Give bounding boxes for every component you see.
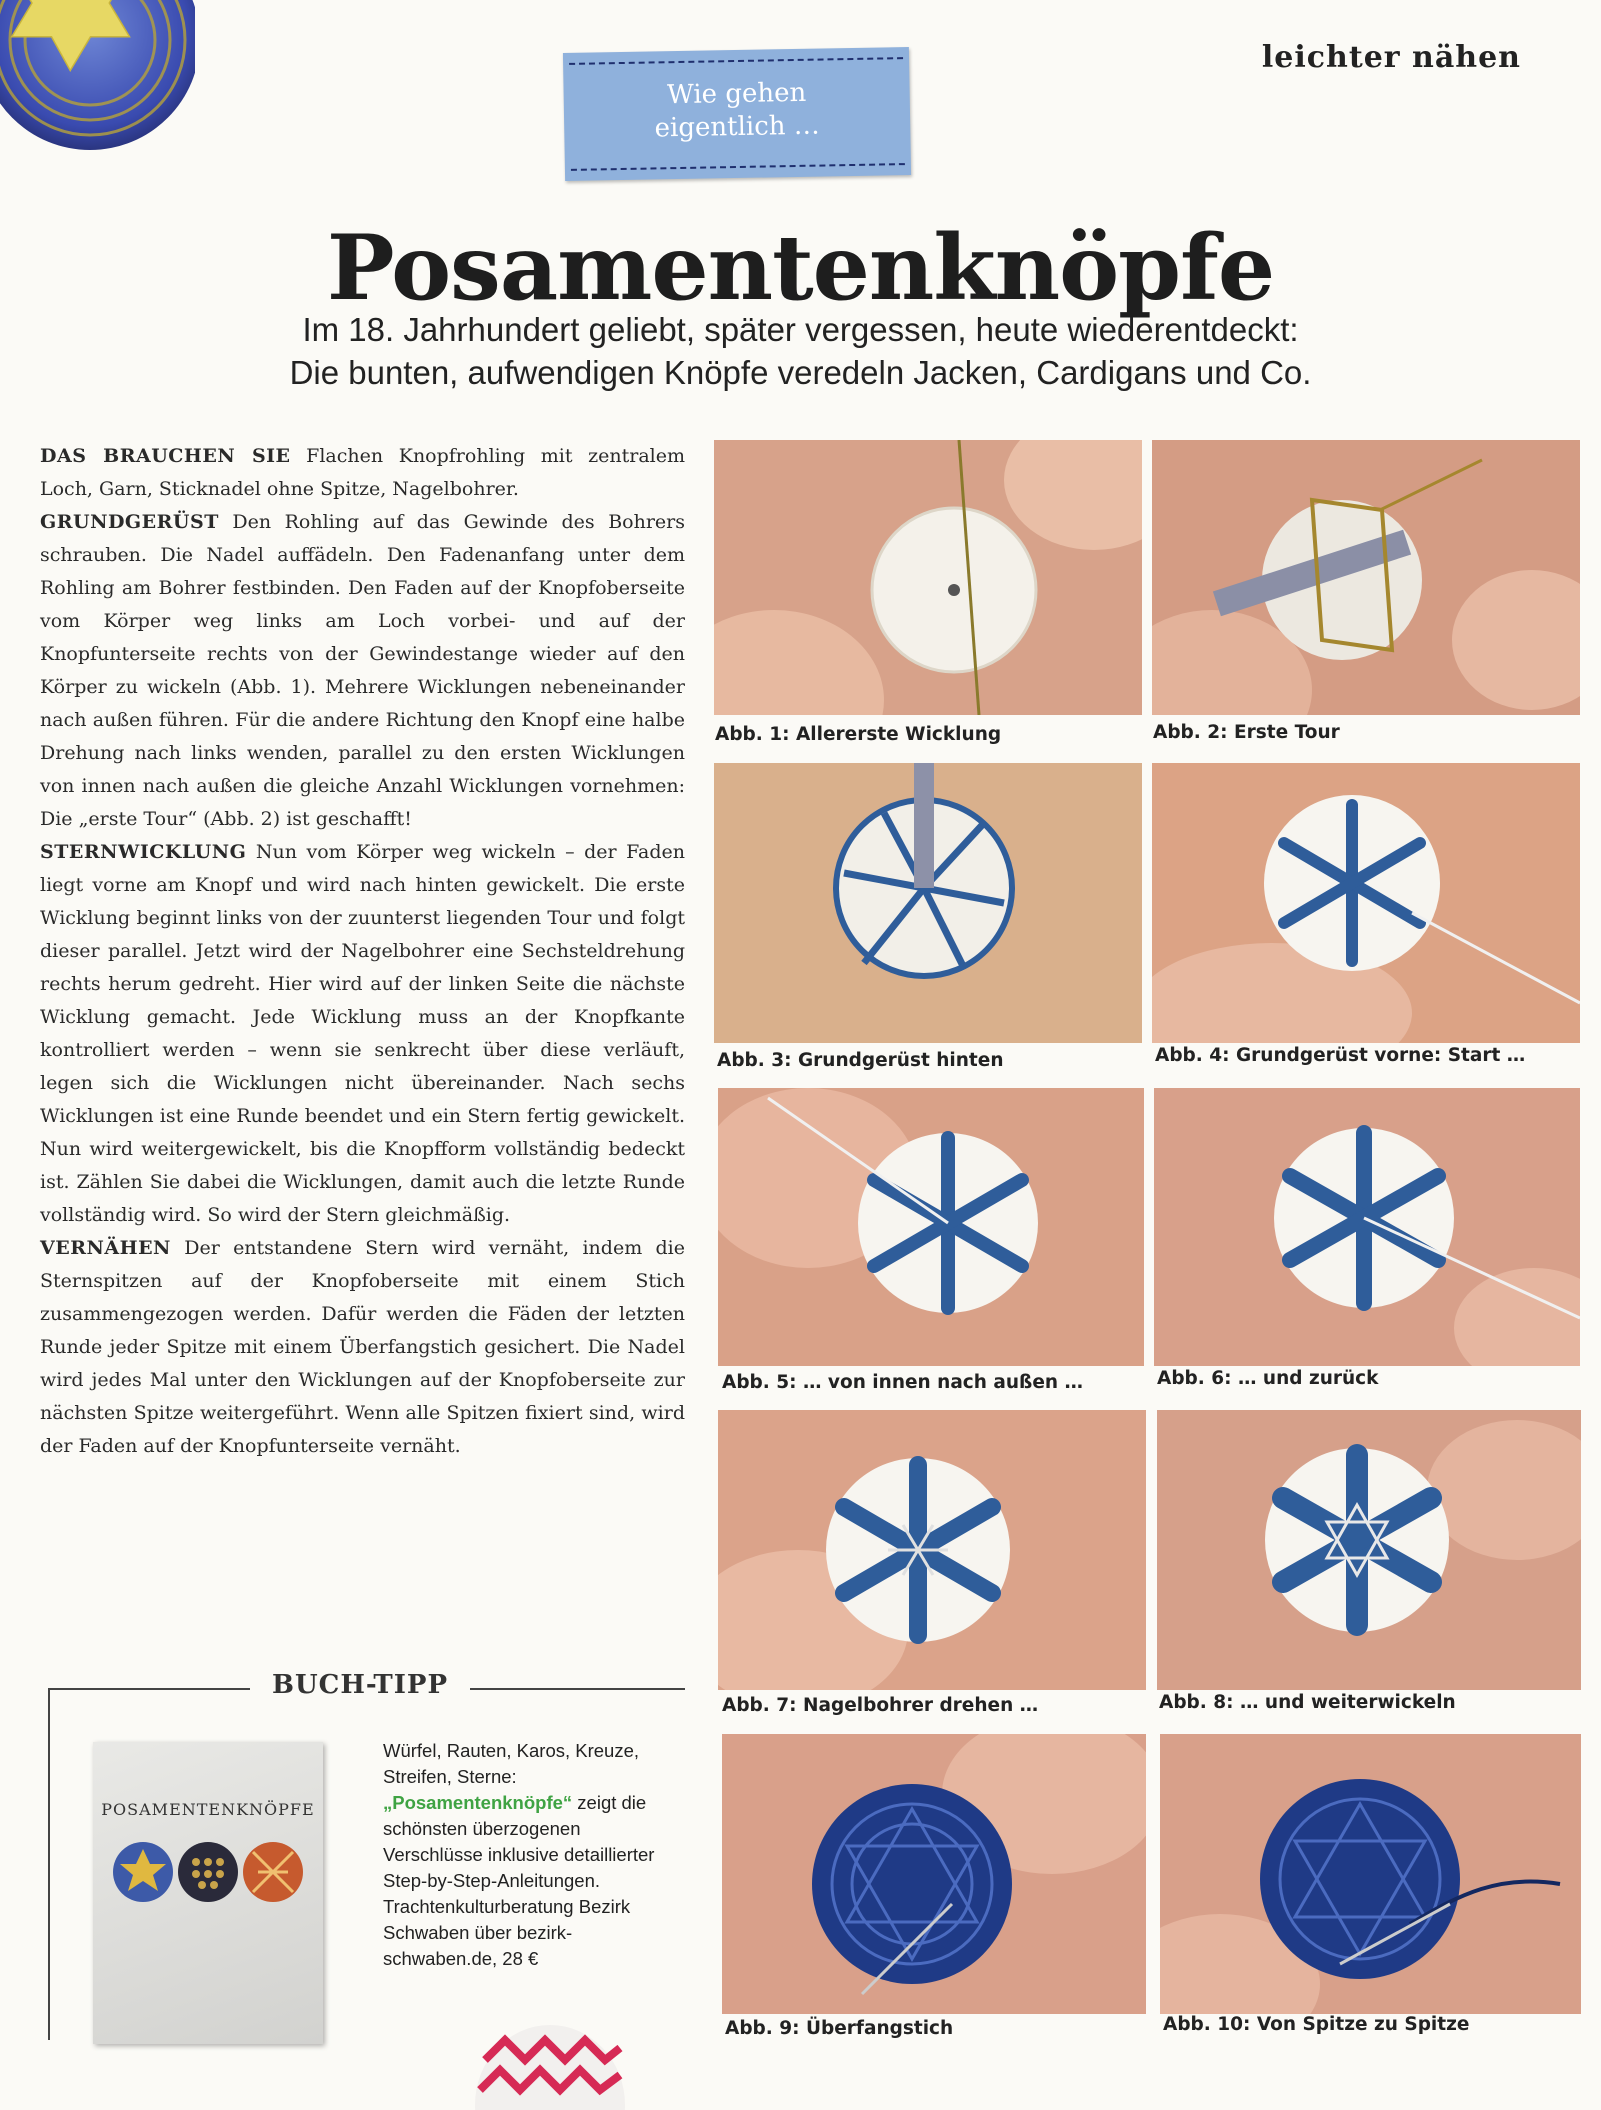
figure-4-caption: Abb. 4: Grundgerüst vorne: Start … [1155, 1045, 1526, 1066]
figure-1-caption: Abb. 1: Allererste Wicklung [715, 724, 1002, 745]
heading-star-winding: STERNWICKLUNG [40, 841, 247, 863]
decorative-button-bottom-image [475, 2000, 625, 2110]
figure-10-caption: Abb. 10: Von Spitze zu Spitze [1163, 2014, 1470, 2035]
figure-8-photo [1157, 1410, 1581, 1690]
figure-1-photo [714, 440, 1142, 715]
figure-6-photo [1154, 1088, 1580, 1366]
figure-9-caption: Abb. 9: Überfangstich [725, 2018, 954, 2039]
book-desc-pre: Würfel, Rauten, Karos, Kreuze, Streifen, Sterne: [383, 1740, 640, 1787]
heading-materials: DAS BRAUCHEN SIE [40, 445, 291, 467]
series-label-tag [563, 47, 911, 181]
figure-8-caption: Abb. 8: … und weiterwickeln [1159, 1692, 1456, 1713]
article-body [40, 440, 685, 1463]
heading-framework: GRUNDGERÜST [40, 511, 219, 533]
subtitle-line-2: Die bunten, aufwendigen Knöpfe veredeln Jacken, Cardigans und Co. [289, 354, 1312, 391]
page-title: Posamentenknöpfe [326, 215, 1275, 321]
text-framework: Den Rohling auf das Gewinde des Bohrers schrauben. Die Nadel auffädeln. Den Fadenanfang unter dem Rohling am Bohrer festbinden. Den Faden auf der Knopfoberseite vom Körper weg links am Loch vorbei- und auf der Knopfunterseite rechts von der Gewindestange wieder auf den Körper zu wickeln (Abb. 1). Mehrere Wicklungen nebeneinander nach außen führen. Für die andere Richtung den Knopf eine halbe Drehung nach links wenden, parallel zu den ersten Wicklungen von innen nach außen die gleiche Anzahl Wicklungen vornehmen: Die „erste Tour“ (Abb. 2) ist geschafft! [40, 511, 685, 830]
label-line-1: Wie gehen [666, 77, 807, 111]
paragraph-sewing [40, 1232, 685, 1463]
subtitle [100, 308, 1501, 394]
figure-7-photo [718, 1410, 1146, 1690]
figure-3-caption: Abb. 3: Grundgerüst hinten [717, 1050, 1004, 1071]
figure-10-photo [1160, 1734, 1581, 2014]
label-line-2: eigentlich … [654, 110, 821, 144]
figure-5-caption: Abb. 5: … von innen nach außen … [722, 1372, 1083, 1393]
book-tip-heading: BUCH-TIPP [250, 1670, 470, 1700]
text-star-winding: Nun vom Körper weg wickeln – der Faden liegt vorne am Knopf und wird nach hinten gewickelt. Die erste Wicklung beginnt links von der zuunterst liegenden Tour und folgt dieser parallel. Jetzt wird der Nagelbohrer eine Sechsteldrehung rechts herum gedreht. Hier wird auf der linken Seite die nächste Wicklung gemacht. Jede Wicklung muss an der Knopfkante kontrolliert werden – wenn sie senkrecht über diese verläuft, legen sich die Wicklungen nicht übereinander. Nach sechs Wicklungen ist eine Runde beendet und ein Stern fertig gewickelt. Nun wird weitergewickelt, bis die Knopfform vollständig bedeckt ist. Zählen Sie dabei die Wicklungen, damit auch die letzte Runde vollständig wird. So wird der Stern gleichmäßig. [40, 841, 685, 1226]
paragraph-materials [40, 440, 685, 506]
figure-4-photo [1152, 763, 1580, 1043]
figure-2-photo [1152, 440, 1580, 715]
paragraph-star-winding [40, 836, 685, 1232]
figure-6-caption: Abb. 6: … und zurück [1157, 1368, 1379, 1389]
paragraph-framework [40, 506, 685, 836]
book-title-highlight: „Posamentenknöpfe“ [383, 1792, 573, 1813]
figure-5-photo [718, 1088, 1144, 1366]
book-desc-post: zeigt die schönsten überzogenen Verschlüsse inklusive detaillierter Step-by-Step-Anleitungen. Trachtenkulturberatung Bezirk Schwaben über bezirk-schwaben.de, 28 € [383, 1792, 655, 1969]
text-materials: Flachen Knopfrohling mit zentralem Loch, Garn, Sticknadel ohne Spitze, Nagelbohrer. [40, 445, 685, 500]
text-sewing: Der entstandene Stern wird vernäht, indem die Sternspitzen auf der Knopfoberseite mit einem Stich zusammengezogen werden. Dafür werden die Fäden der letzten Runde jeder Spitze mit einem Überfangstich gesichert. Die Nadel wird jedes Mal unter den Wicklungen auf der Knopfoberseite zur nächsten Spitze weitergeführt. Wenn alle Spitzen fixiert sind, wird der Faden auf der Knopfunterseite vernäht. [40, 1237, 685, 1457]
figure-3-photo [714, 763, 1142, 1043]
figure-7-caption: Abb. 7: Nagelbohrer drehen … [722, 1695, 1039, 1716]
figure-2-caption: Abb. 2: Erste Tour [1153, 722, 1340, 743]
book-cover-buttons-illustration [108, 1837, 308, 1907]
section-rubric: leichter nähen [1261, 40, 1521, 75]
book-cover-image [93, 1742, 323, 2044]
subtitle-line-1: Im 18. Jahrhundert geliebt, später vergessen, heute wiederentdeckt: [302, 311, 1299, 348]
heading-sewing: VERNÄHEN [40, 1237, 171, 1259]
figure-9-photo [722, 1734, 1146, 2014]
book-description [383, 1738, 683, 1972]
book-cover-title: POSAMENTENKNÖPFE [101, 1800, 315, 1819]
decorative-button-image [0, 0, 195, 155]
